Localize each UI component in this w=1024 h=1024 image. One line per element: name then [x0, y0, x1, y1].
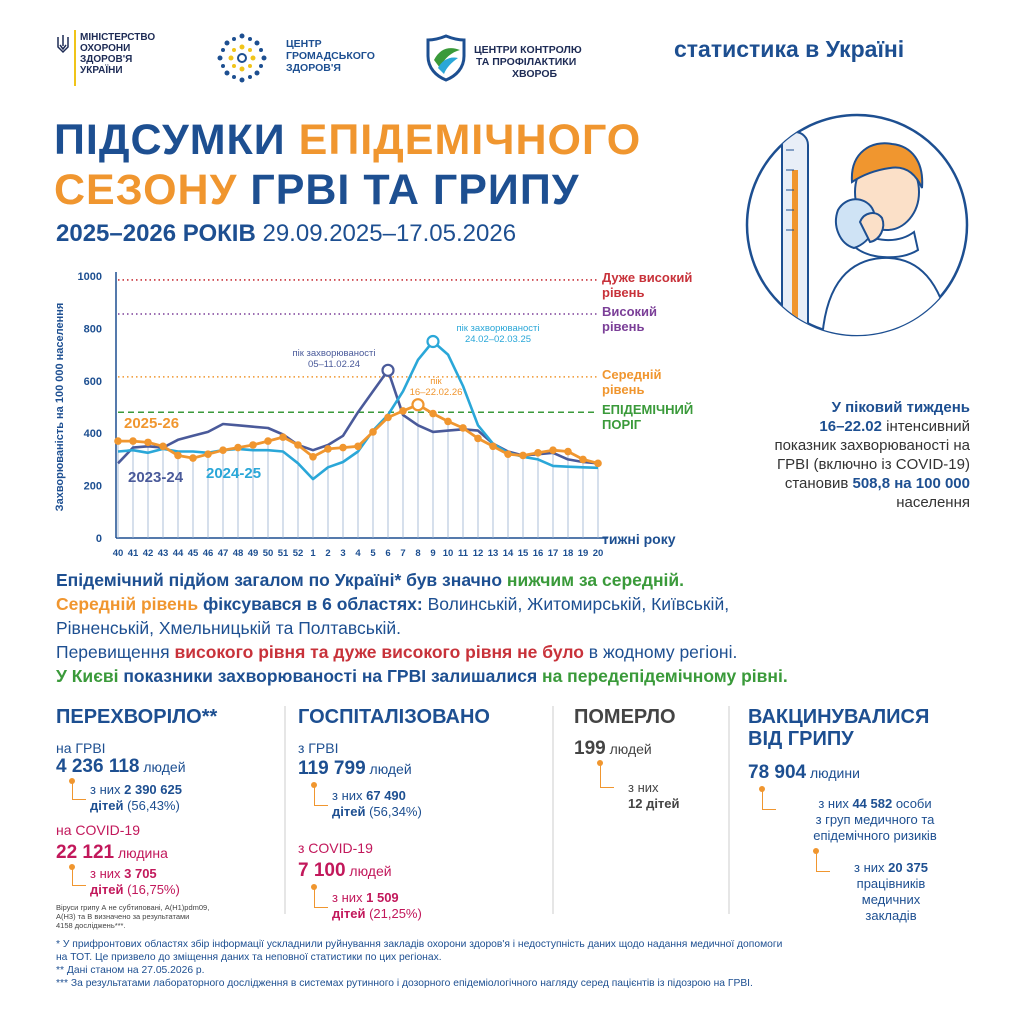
phc-line: ЗДОРОВ'Я [286, 62, 341, 74]
bracket-line [762, 790, 776, 810]
unit: людей [139, 759, 186, 775]
cdc-line: ЦЕНТРИ КОНТРОЛЮ [474, 44, 582, 56]
x-tick-label: 41 [127, 548, 139, 559]
peak-dates: 16–22.02 [819, 418, 882, 435]
sub-text: особи [892, 796, 932, 811]
title-word: СЕЗОНУ [54, 166, 251, 214]
hosp-arvi-total [298, 758, 412, 780]
threshold-label: Середній [602, 366, 662, 382]
x-tick-label: 46 [202, 548, 214, 559]
peak-annotation: 05–11.02.24 [307, 359, 361, 370]
phc-line: ЦЕНТР [286, 38, 322, 50]
sub-text: дітей [90, 882, 124, 897]
data-point [579, 456, 587, 464]
title-word: ЕПІДЕМІЧНОГО [298, 116, 642, 164]
incidence-chart [50, 262, 710, 562]
threshold-label: рівень [602, 284, 645, 300]
series-label: 2023-24 [128, 469, 184, 486]
y-tick-label: 0 [95, 533, 102, 545]
unit: людей [365, 761, 412, 777]
data-point [369, 428, 377, 436]
x-tick-label: 40 [112, 548, 124, 559]
sub-text: дітей [332, 906, 366, 921]
data-point [474, 435, 482, 443]
data-point [219, 446, 227, 454]
data-point [204, 450, 212, 458]
series-label: 2025-26 [124, 415, 180, 432]
footnote: на ТОТ. Це призвело до зміщення даних та неповної статистики по цих регіонах. [56, 952, 442, 963]
threshold-label: Високий [602, 303, 658, 319]
summary-text [56, 568, 986, 688]
died-kids [628, 780, 680, 812]
phc-dots-icon [214, 30, 270, 86]
sub-number: 3 705 [124, 866, 157, 881]
sick-person-illustration [742, 110, 972, 340]
data-point [444, 418, 452, 426]
sub-percent: (16,75%) [123, 882, 180, 897]
peak-annotation: пік [430, 376, 442, 387]
title-word: ГРВІ ТА ГРИПУ [250, 166, 580, 214]
peak-marker [383, 365, 394, 376]
data-point [294, 441, 302, 449]
sub-percent: (56,43%) [123, 798, 180, 813]
data-point [159, 443, 167, 451]
data-point [144, 439, 152, 447]
sub-text: з груп медичного та [815, 812, 935, 827]
data-point [399, 407, 407, 415]
peak-text: інтенсивний [881, 418, 970, 435]
phc-logo [214, 30, 374, 86]
number: 7 100 [298, 860, 346, 881]
hosp-arvi-kids [332, 788, 422, 820]
season-years [56, 220, 516, 248]
shield-icon [426, 34, 466, 82]
data-point [549, 446, 557, 454]
sub-text: з них [90, 782, 125, 797]
cdc-logo [426, 32, 606, 88]
x-tick-label: 45 [187, 548, 199, 559]
column-divider [728, 706, 730, 914]
sub-text: з них [332, 788, 367, 803]
data-point [234, 444, 242, 452]
vacc-title-line: ВІД ГРИПУ [748, 728, 854, 750]
cdc-line: ХВОРОБ [512, 68, 558, 80]
sub-number: 2 390 625 [124, 782, 182, 797]
sub-percent: (21,25%) [365, 906, 422, 921]
peak-heading: У піковий тиждень [831, 399, 970, 416]
x-tick-label: 12 [472, 548, 484, 559]
sub-number: 12 дітей [628, 796, 680, 811]
bracket-line [314, 786, 328, 806]
number: 119 799 [298, 758, 366, 779]
bracket-line [314, 888, 328, 908]
x-tick-label: 16 [532, 548, 544, 559]
x-tick-label: 44 [172, 548, 184, 559]
data-point [534, 449, 542, 457]
peak-annotation: 24.02–02.03.25 [464, 334, 532, 345]
cdc-line: ТА ПРОФІЛАКТИКИ [476, 56, 577, 68]
sub-text: з них [90, 866, 125, 881]
died-title: ПОМЕРЛО [574, 706, 676, 728]
data-point [504, 450, 512, 458]
sub-number: 44 582 [852, 796, 893, 811]
x-tick-label: 14 [502, 548, 514, 559]
summary-part: Середній рівень [56, 594, 199, 614]
sub-percent: (56,34%) [365, 804, 422, 819]
bracket-line [816, 852, 830, 872]
trident-icon [56, 34, 70, 56]
x-tick-label: 11 [457, 548, 469, 559]
sub-text: працівників [856, 876, 926, 891]
data-point [489, 443, 497, 451]
sub-text: епідемічного ризиків [813, 828, 937, 843]
footnote: *** За результатами лабораторного дослідження в системах рутинного і дозорного епідеміологічного нагляду серед пацієнтів із підозрою на ГРВІ. [56, 978, 753, 989]
moh-line: ЗДОРОВ'Я [80, 54, 133, 65]
x-tick-label: 3 [340, 548, 346, 559]
vacc-medical-workers [836, 860, 946, 924]
data-point [594, 460, 602, 468]
title-word: ПІДСУМКИ [54, 116, 299, 164]
x-tick-label: 42 [142, 548, 154, 559]
data-point [174, 452, 182, 460]
summary-part: фіксувався в 6 областях: [198, 594, 423, 614]
died-total [574, 738, 652, 760]
sub-text: медичних [861, 892, 921, 907]
y-tick-label: 400 [83, 428, 102, 441]
unit: людей [345, 863, 392, 879]
data-point [279, 433, 287, 441]
threshold-label: Дуже високий [602, 269, 693, 285]
summary-part: нижчим за середній. [506, 570, 685, 590]
sub-text: з них [818, 796, 853, 811]
x-tick-label: 10 [442, 548, 454, 559]
column-divider [552, 706, 554, 914]
x-tick-label: 43 [157, 548, 169, 559]
data-point [309, 453, 317, 461]
hosp-title: ГОСПІТАЛІЗОВАНО [298, 706, 490, 728]
hosp-covid-kids [332, 890, 422, 922]
x-tick-label: 51 [277, 548, 289, 559]
hosp-covid-total [298, 860, 392, 882]
footnotes [56, 938, 976, 990]
peak-annotation: 16–22.02.26 [409, 387, 463, 398]
threshold-label: ПОРІГ [602, 417, 642, 433]
summary-part: в жодному регіоні. [583, 642, 738, 662]
moh-line: УКРАЇНИ [80, 65, 123, 76]
summary-part: Епідемічний підйом загалом по Україні* був значно [56, 570, 507, 590]
summary-part: Перевищення [56, 642, 175, 662]
peak-text: ГРВІ (включно із COVID-19) [776, 456, 970, 473]
data-point [459, 424, 467, 432]
column-divider [284, 706, 286, 914]
sub-number: 1 509 [366, 890, 399, 905]
season-dates: 29.09.2025–17.05.2026 [255, 220, 517, 247]
note-line: Віруси грипу А не субтиповані, А(Н1)pdm09, [56, 903, 210, 912]
data-point [114, 437, 122, 445]
x-tick-label: 52 [292, 548, 304, 559]
sub-text: дітей [90, 798, 124, 813]
footnote: * У прифронтових областях збір інформації ускладнили руйнування закладів охорони здоров'я і недоступність даних щодо надання медичної допомоги [56, 939, 783, 950]
moh-line: ОХОРОНИ [80, 43, 131, 54]
number: 199 [574, 738, 606, 759]
x-tick-label: 48 [232, 548, 244, 559]
title-line-1 [54, 116, 641, 164]
note-line: А(Н3) та В визначено за результатами [56, 912, 190, 921]
data-point [429, 410, 437, 418]
data-point [189, 454, 197, 462]
bracket-line [72, 782, 86, 800]
sick-title: ПЕРЕХВОРІЛО** [56, 706, 218, 728]
x-tick-label: 1 [310, 548, 316, 559]
data-point [324, 445, 332, 453]
y-tick-label: 200 [83, 480, 102, 493]
moh-line: МІНІСТЕРСТВО [80, 32, 156, 43]
header-tagline: статистика в Україні [674, 36, 905, 62]
summary-part: У Києві [56, 666, 119, 686]
hosp-covid-label: з COVID-19 [298, 840, 373, 856]
x-tick-label: 19 [577, 548, 589, 559]
title-line-2 [54, 166, 580, 214]
note-line: 4158 досліджень***. [56, 921, 126, 930]
phc-line: ГРОМАДСЬКОГО [286, 50, 375, 62]
x-tick-label: 9 [430, 548, 436, 559]
footnote: ** Дані станом на 27.05.2026 р. [56, 965, 205, 976]
data-point [264, 437, 272, 445]
x-tick-label: 17 [547, 548, 559, 559]
data-point [354, 443, 362, 451]
peak-marker [413, 399, 424, 410]
peak-annotation: пік захворюваності [292, 348, 376, 359]
x-tick-label: 49 [247, 548, 259, 559]
x-axis-label: тижні року [602, 531, 676, 547]
sick-arvi-total [56, 756, 186, 778]
number: 4 236 118 [56, 756, 140, 777]
data-point [249, 441, 257, 449]
summary-part: на передепідемічному рівні. [542, 666, 788, 686]
sub-text: з них [854, 860, 889, 875]
y-tick-label: 800 [83, 323, 102, 336]
sick-arvi-kids [90, 782, 182, 814]
x-tick-label: 6 [385, 548, 391, 559]
vacc-risk-groups [780, 796, 970, 844]
x-tick-label: 15 [517, 548, 529, 559]
bracket-line [72, 868, 86, 886]
data-point [519, 452, 527, 460]
unit: людей [605, 741, 652, 757]
y-tick-label: 1000 [77, 271, 102, 283]
summary-part: Рівненській, Хмельницькій та Полтавській. [56, 618, 402, 638]
unit: людини [806, 765, 860, 781]
hosp-arvi-label: з ГРВІ [298, 740, 339, 756]
x-tick-label: 18 [562, 548, 574, 559]
bracket-line [600, 764, 614, 788]
series-label: 2024-25 [206, 465, 262, 482]
peak-annotation: пік захворюваності [456, 323, 540, 334]
data-point [384, 414, 392, 422]
vacc-total [748, 762, 860, 784]
threshold-label: ЕПІДЕМІЧНИЙ [602, 402, 694, 418]
moh-logo [56, 30, 156, 90]
sub-text: з них [332, 890, 367, 905]
x-tick-label: 13 [487, 548, 499, 559]
sub-number: 20 375 [888, 860, 928, 875]
y-tick-label: 600 [83, 375, 102, 388]
sick-covid-label: на COVID-19 [56, 822, 140, 838]
sick-covid-total [56, 842, 168, 864]
x-tick-label: 47 [217, 548, 229, 559]
x-tick-label: 7 [400, 548, 406, 559]
data-point [339, 444, 347, 452]
x-tick-label: 4 [355, 548, 361, 559]
number: 78 904 [748, 762, 807, 783]
sick-covid-kids [90, 866, 180, 898]
years-label: 2025–2026 РОКІВ [56, 220, 256, 247]
peak-marker [428, 336, 439, 347]
peak-text: населення [896, 494, 970, 511]
y-axis-label: Захворюваність на 100 000 населення [54, 302, 66, 512]
sub-text: закладів [865, 908, 917, 923]
summary-part: Волинській, Житомирській, Київській, [422, 594, 730, 614]
peak-value: 508,8 на 100 000 [852, 475, 970, 492]
vacc-title-line: ВАКЦИНУВАЛИСЯ [748, 706, 930, 728]
x-tick-label: 8 [415, 548, 421, 559]
sick-arvi-label: на ГРВІ [56, 740, 106, 756]
threshold-label: рівень [602, 381, 645, 397]
x-tick-label: 20 [592, 548, 604, 559]
peak-week-box [712, 398, 970, 512]
x-tick-label: 50 [262, 548, 274, 559]
x-tick-label: 5 [370, 548, 376, 559]
vacc-title [748, 706, 929, 750]
sub-text: дітей [332, 804, 366, 819]
sub-text: з них [628, 780, 659, 795]
peak-text: показник захворюваності на [774, 437, 970, 454]
number: 22 121 [56, 842, 115, 863]
sub-number: 67 490 [366, 788, 406, 803]
summary-part: високого рівня та дуже високого рівня не було [174, 642, 584, 662]
peak-text: становив [784, 475, 853, 492]
data-point [564, 448, 572, 456]
summary-part: показники захворюваності на ГРВІ залишалися [118, 666, 543, 686]
x-tick-label: 2 [325, 548, 331, 559]
unit: людина [114, 845, 168, 861]
virus-note [56, 903, 209, 930]
data-point [129, 437, 137, 445]
threshold-label: рівень [602, 318, 645, 334]
